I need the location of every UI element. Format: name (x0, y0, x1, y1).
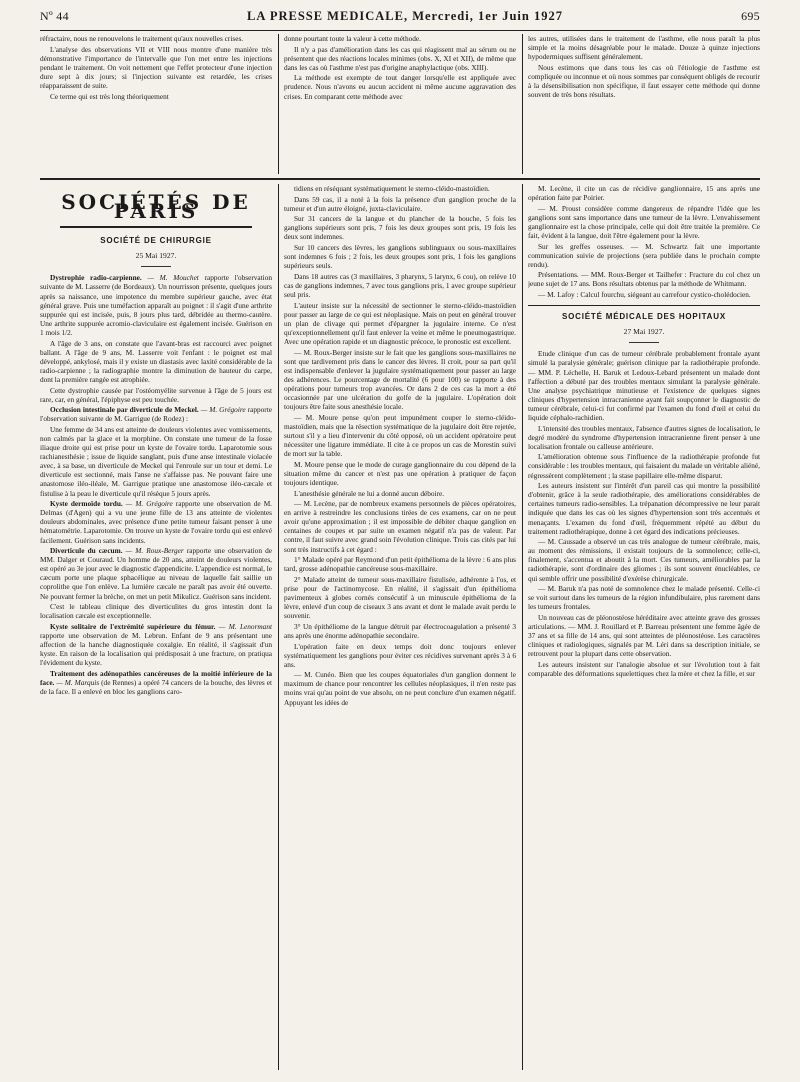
column-divider (278, 34, 279, 174)
societes-heading: SOCIÉTÉS DE PARIS (61, 190, 251, 224)
article-paragraph: Présentations. — MM. Roux-Berger et Tailhefer : Fracture du col chez un jeune sujet de 17 ans. Bons résultats obtenus par la méthode de Whitmann. (528, 270, 760, 289)
page-header (40, 6, 760, 26)
right-column (528, 184, 760, 1070)
short-rule (141, 266, 171, 267)
article-paragraph: — M. Proust considère comme dangereux de répandre l'idée que les ganglions sont sans importance dans une tumeur de la lèvre. L'envahissement ganglionnaire est la chose principale, celle qui doit être traitée la première. Ce fait, évident à la langue, doit l'être également pour la lèvre. (528, 203, 760, 240)
heading-rule (60, 226, 252, 228)
article-paragraph: L'auteur insiste sur la nécessité de sectionner le sterno-cléido-mastoïdien pour passer au large de ce qui est néoplasique. Mais on peut en général trouver un plan de clivage qui permet d'épargner la jugulaire interne. Ce n'est qu'exceptionnellement qu'il faut enlever la veine et même le pneumogastrique. Avec une opération rapide et un diagnostic précoce, le pronostic est excellent. (284, 300, 516, 346)
column-divider (278, 184, 279, 1070)
column-divider (522, 34, 523, 174)
top-column-2 (284, 34, 516, 174)
article-paragraph: Sur 10 cancers des lèvres, les ganglions sublinguaux ou sous-maxillaires sont indemnes 6 fois ; 2 fois, les deux groupes sont pris, 1 fois les ganglions supérieurs seuls. (284, 243, 516, 271)
article-paragraph: Dans 18 autres cas (3 maxillaires, 3 pharynx, 5 larynx, 6 cou), on relève 10 cas de ganglions indemnes, 7 avec tous ganglions pris, 1 avec groupe supérieur seul pris. (284, 271, 516, 300)
paragraph: L'analyse des observations VII et VIII nous montre d'une manière très démonstrative l'importance de l'intervalle que l'on met entre les injections pendant le traitement. On voit nettement que l'effet protecteur d'une injection dure sept à dix jours; si l'injection suivante est retardée, les crises réapparaissent de suite. (40, 44, 272, 90)
article-paragraph: Cette dystrophie causée par l'ostéomyélite survenue à l'âge de 5 jours est rare, car, en général, l'épiphyse est peu touchée. (40, 385, 272, 404)
section-rule (40, 178, 760, 180)
article-paragraph: Sur 31 cancers de la langue et du plancher de la bouche, 5 fois les ganglions supérieurs sont pris, 7 fois les deux groupes sont pris, 19 fois les deux sont indemnes. (284, 214, 516, 242)
paragraph: Ce terme qui est très long théoriquement (50, 91, 169, 101)
article-paragraph: Un nouveau cas de pléonostéose héréditaire avec atteinte grave des grosses articulations. — MM. J. Rouillard et P. Barreau présentent une femme âgée de 37 ans et sa fille de 14 ans, qui sont atteintes de pléonostéose. Les caractères cliniques et radiologiques, signalés par M. Léri dans sa description initiale, se retrouvent pour la plupart dans cette observation. (528, 612, 760, 659)
article-paragraph: 1° Malade opéré par Reymond d'un petit épithélioma de la lèvre : 6 ans plus tard, grosse adénopathie cancéreuse sous-maxillaire. (284, 555, 516, 574)
article-paragraph: Etude clinique d'un cas de tumeur cérébrale probablement frontale ayant simulé la paralysie générale; guérison clinique par la radiothérapie profonde. — MM. P. Léchelle, H. Baruk et Ledoux-Lebard présentent un malade dont l'affection a débuté par des troubles mentaux simulant la paralysie générale. Une analyse psychiatrique minutieuse et l'existence de quelques signes cliniques d'hypertension intracranienne ayant fait soupçonner le diagnostic de tumeur cérébrale, celui-ci fut confirmé par l'examen du fond d'œil et celui du liquide céphalo-rachidien. (528, 349, 760, 422)
article-paragraph: Occlusion intestinale par diverticule de Meckel. — M. Grégoire rapporte l'observation suivante de M. Garrigue (de Rodez) : (40, 405, 272, 424)
section-title: SOCIÉTÉ DE CHIRURGIE (100, 236, 212, 246)
article-paragraph: Sur les greffes osseuses. — M. Schwartz fait une importante communication suivie de projections (sera publiée dans le prochain compte rendu). (528, 241, 760, 269)
paragraph: donne pourtant toute la valeur à cette méthode. (284, 34, 421, 43)
article-paragraph: 3° Un épithéliome de la langue détruit par électrocoagulation a présenté 3 ans après une énorme adénopathie secondaire. (284, 621, 516, 640)
page-number: 695 (741, 8, 760, 23)
section-title: SOCIÉTÉ MÉDICALE DES HOPITAUX (562, 312, 726, 322)
article-paragraph: L'intensité des troubles mentaux, l'absence d'autres signes de localisation, le degré modéré du syndrome d'hypertension intracranienne firent penser à une localisation frontale ou calleuse antérieure. (528, 423, 760, 451)
article-paragraph: — M. Cunéo. Bien que les coupes équatoriales d'un ganglion donnent le maximum de chance pour rencontrer les cellules néoplasiques, il n'en reste pas moins vrai qu'au point de vue absolu, on ne peut conclure d'un examen négatif. Appuyant les idées de (284, 670, 516, 707)
article-paragraph: M. Lecène, il cite un cas de récidive ganglionnaire, 15 ans après une opération faite par Poirier. (528, 184, 760, 203)
article-paragraph: — M. Moure pense qu'on peut impunément couper le sterno-cléido-mastoïdien, mais que la résection systématique de la jugulaire doit être rejetée, surtout s'il y a lieu d'intervenir du côté opposé, où un accident opératoire peut nécessiter une ligature immédiate. Il cite à ce propos un cas de Morestin suivi de mort sur la table. (284, 412, 516, 459)
article-paragraph: Les auteurs insistent sur l'analogie absolue et sur l'évolution tout à fait comparable des déformations squelettiques chez la mère et chez la fille, et sur (528, 659, 760, 678)
issue-number: Nº 44 (40, 8, 69, 23)
article-paragraph: Diverticule du cæcum. — M. Roux-Berger rapporte une observation de MM. Dalger et Couraud. Un homme de 20 ans, atteint de douleurs violentes, est opéré au 3e jour avec le diagnostic d'appendicite. L'appendice est normal, le cæcum porte une plaque sphacélique au niveau de laquelle fait saillie un coprolithe que l'on enlève. La lumière cæcale ne paraît pas avoir été ouverte. Ne pouvant fermer la brèche, on met un petit Mikulicz. Guérison sans incident. (40, 546, 272, 601)
header-rule (40, 30, 760, 31)
article-paragraph: Kyste solitaire de l'extrémité supérieure du fémur. — M. Lenormant rapporte une observation de M. Lebrun. Enfant de 9 ans présentant une affection de la hanche diagnostiquée coxalgie. En réalité, il s'agissait d'un kyste. En raison de la localisation qui prédisposait à une fracture, on pratiqua l'évidement du kyste. (40, 621, 272, 668)
paragraph: réfractaire, nous ne renouvelons le traitement qu'aux nouvelles crises. (40, 34, 244, 43)
article-paragraph: L'amélioration obtenue sous l'influence de la radiothérapie profonde fut considérable : les troubles mentaux, qui faisaient du malade un véritable aliéné, régressèrent complètement ; la stase papillaire elle-même disparut. (528, 452, 760, 480)
article-paragraph: L'anesthésie générale ne lui a donné aucun déboire. (294, 488, 445, 498)
paragraph: La méthode est exempte de tout danger lorsqu'elle est appliquée avec prudence. Nous n'avons eu aucun accident ni même aucune aggravation des crises. En comparant cette méthode avec (284, 73, 516, 101)
paragraph: Nous estimons que dans tous les cas où l'étiologie de l'asthme est compliquée ou inconnue et où nous sommes par conséquent obligés de recourir à la désensibilisation non spécifique, il faut essayer cette méthode qui donne souvent de très bons résultats. (528, 62, 760, 100)
article-paragraph: L'opération faite en deux temps doit donc toujours enlever systématiquement les ganglions pour éviter ces récidives survenant après 3 à 6 ans. (284, 641, 516, 669)
article-paragraph: Les auteurs insistent sur l'intérêt d'un pareil cas qui montre la possibilité d'obtenir, grâce à la seule radiothérapie, des améliorations considérables de certaines tumeurs radio-sensibles. La trépanation décompressive ne leur parait indiquée que dans les cas où les signes d'hypertension sont très accentués et menaçants. L'examen du fond d'œil, fréquemment répété au début du traitement radiothérapique, donne à cet égard des indications précieuses. (528, 481, 760, 536)
section-date: 27 Mai 1927. (623, 327, 665, 337)
article-paragraph: C'est le tableau clinique des diverticulites du gros intestin dont la localisation cæcale est exceptionnelle. (40, 602, 272, 621)
column-divider (522, 184, 523, 1070)
article-paragraph: tidiens en réséquant systématiquement le sterno-cléido-mastoïdien. (294, 184, 490, 193)
article-paragraph: Une femme de 34 ans est atteinte de douleurs violentes avec vomissements, non calmés par la glace et la morphine. On constate une tumeur de la fosse iliaque droite qui est prise pour un kyste de l'ovaire tordu. Laparotomie sous rachianesthésie ; issue de liquide sanglant, puis d'une anse intestinale violacée avec, à sa base, un diverticule de Meckel qui l'enroule sur un tour et demi. Le diverticule est sectionné, mais l'anse ne s'affaisse pas. Ne pouvant faire une anastomose iléo-iléale, M. Garrigue pratique une anastomose iléo-cæcale et fistulise à la peau le diverticule qu'il résèque 5 jours après. (40, 424, 272, 498)
left-column (40, 184, 272, 1070)
article-paragraph: A l'âge de 3 ans, on constate que l'avant-bras est raccourci avec poignet ballant. A l'âge de 9 ans, M. Lasserre voit l'enfant : le poignet est mal développé, ankylosé, mais il y existe un diastasis avec laxité considérable de la radio-carpienne ; la radiographie montre la diminution de hauteur du carpe, dont la première rangée est atrophiée. (40, 338, 272, 384)
paragraph: Il n'y a pas d'amélioration dans les cas qui réagissent mal au sérum ou ne présentent que des réactions locales minimes (obs. X, XI et XII), de même que dans les cas où l'asthme n'est pas d'origine anaphylactique (obs. XIII). (284, 44, 516, 72)
article-paragraph: Traitement des adénopathies cancéreuses de la moitié inférieure de la face. — M. Marquis (de Rennes) a opéré 74 cancers de la bouche, des lèvres et de la face. Il a enlevé en bloc les ganglions caro- (40, 668, 272, 696)
article-paragraph: — M. Caussade a observé un cas très analogue de tumeur cérébrale, mais, au moment des rémissions, il existait toujours de la somnolence; celle-ci, finalement, s'accentua et aboutit à la mort. Ces tumeurs, améliorables par la radiothérapie, sont d'ordinaire des gliomes ; ils sont souvent énucléables, ce qui semble offrir une possibilité d'exérèse chirurgicale. (528, 537, 760, 583)
top-column-1 (40, 34, 272, 174)
middle-column (284, 184, 516, 1070)
article-paragraph: — M. Lecène, par de nombreux examens personnels de pièces opératoires, en arrive à restreindre les conclusions tirées de ces examens, car on ne peut avoir qu'une approximation ; il est impossible de débiter chaque ganglion en centaines de coupes et par suite un examen négatif n'a pas de valeur. Par contre, il faut suivre avec grand soin l'évolution clinique. Trois cas cités par lui sont très instructifs à cet égard : (284, 499, 516, 554)
article-paragraph: Kyste dermoïde tordu. — M. Grégoire rapporte une observation de M. Delmas (d'Agen) qui a vu une jeune fille de 13 ans atteinte de violentes douleurs abdominales, avec présence d'une petite tumeur faisant penser à une hématométrie. Laparotomie. On trouve un kyste de l'ovaire tordu qui est enlevé facilement. Guérison sans incidents. (40, 499, 272, 545)
section-rule (528, 305, 760, 306)
article-paragraph: — M. Baruk n'a pas noté de somnolence chez le malade présenté. Celle-ci se voit surtout dans les tumeurs de la région infundibulaire, plus rarement dans les tumeurs frontales. (528, 584, 760, 612)
publication-title: LA PRESSE MEDICALE, Mercredi, 1er Juin 1927 (247, 8, 563, 23)
article-paragraph: 2° Malade atteint de tumeur sous-maxillaire fistulisée, adhérente à l'os, et prise pour de l'actinomycose. En réalité, il s'agissait d'un épithélioma pavimenteux à globes cornés consécutif à un minuscule épithélioma de la lèvre, enlevé d'un coup de ciseaux 3 ans avant et dont le malade avait perdu le souvenir. (284, 574, 516, 621)
article-paragraph: Dans 59 cas, il a noté à la fois la présence d'un ganglion proche de la tumeur et d'un autre éloigné, juxta-claviculaire. (284, 194, 516, 213)
article-paragraph: M. Moure pense que le mode de curage ganglionnaire du cou dépend de la situation même du cancer et n'est pas une opération à pratiquer de façon toujours identique. (284, 459, 516, 487)
short-rule (629, 342, 659, 343)
article-paragraph: — M. Lafoy : Calcul fourchu, siégeant au carrefour cystico-cholédocien. (538, 290, 751, 300)
article-paragraph: — M. Roux-Berger insiste sur le fait que les ganglions sous-maxillaires ne sont que tardivement pris dans le cancer des lèvres. Il croit, pour sa part qu'il est indispensable d'enlever la jugulaire systématiquement pour passer au large des adhérences. Le pourcentage de mortalité (6 pour 100) se rapporte à des opérations pour tumeurs trop avancées. Or dans 2 de ces cas la mort a été occasionnée par une ulcération du golfe de la jugulaire. L'opération doit toujours être faite sous anesthésie locale. (284, 347, 516, 412)
paragraph: les autres, utilisées dans le traitement de l'asthme, elle nous paraît la plus simple et la moins désagréable pour le malade. Douze à quinze injections hypodermiques suffisent généralement. (528, 34, 760, 62)
top-column-3 (528, 34, 760, 174)
article-paragraph: Dystrophie radio-carpienne. — M. Mouchet rapporte l'observation suivante de M. Lasserre (de Bordeaux). Un nourrisson présente, quelques jours après sa naissance, une impotence du membre supérieur gauche, avec état général grave. Puis une tuméfaction apparaît au poignet : il s'agit d'une arthrite suppurée qui est incisée, puis, 8 jours plus tard, débridée au thermo-cautère. Une arthrite suppurée acromio-claviculaire est également incisée. Guérison en 1 mois 1/2. (40, 273, 272, 337)
section-date: 25 Mai 1927. (135, 251, 177, 261)
